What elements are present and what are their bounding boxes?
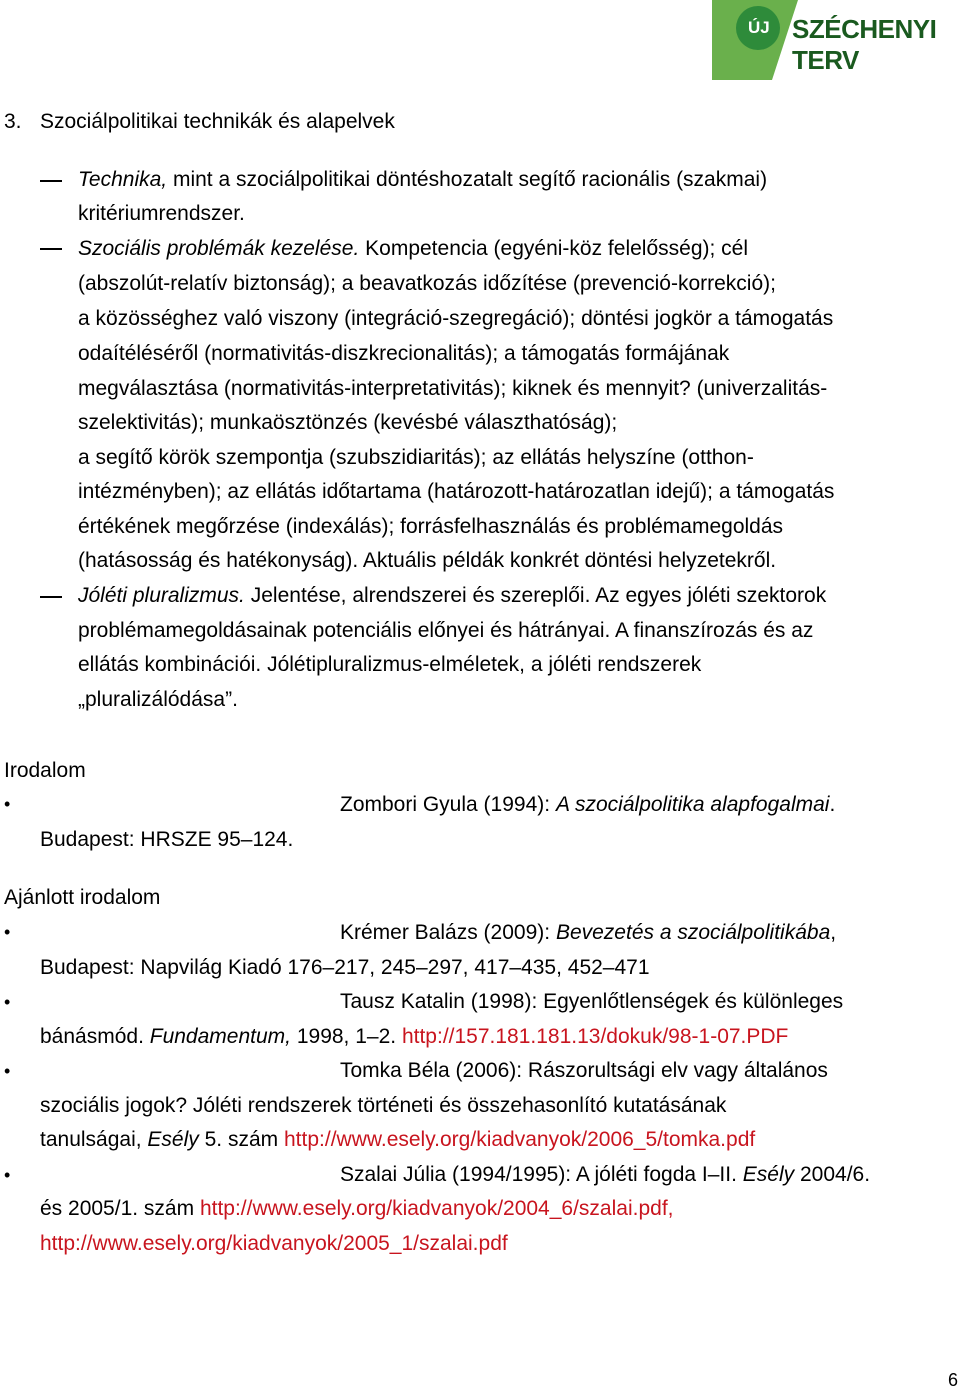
item-technika-text: mint a szociálpolitikai döntéshozatalt segítő racionális (szakmai) bbox=[172, 168, 768, 191]
ref-tausz-line1: Tausz Katalin (1998): Egyenlőtlenségek és különleges bbox=[340, 990, 844, 1013]
ref-szalai-line2: és 2005/1. szám http://www.esely.org/kiadvanyok/2004_6/szalai.pdf, bbox=[40, 1197, 674, 1220]
logo-uj-text: ÚJ bbox=[748, 18, 770, 37]
item-szoc-text: Kompetencia (egyéni-köz felelősség); cél bbox=[365, 237, 749, 260]
ref-kremer-title: Bevezetés a szociálpolitikába bbox=[555, 921, 831, 944]
ref-zombori-line1: Zombori Gyula (1994): A szociálpolitika alapfogalmai. bbox=[340, 793, 836, 816]
bullet-dot: • bbox=[4, 992, 11, 1012]
bullet-dot: • bbox=[4, 1165, 11, 1185]
item-jol-text: Jelentése, alrendszerei és szereplői. Az egyes jóléti szektorok bbox=[250, 584, 827, 607]
item-szoc-line5: megválasztása (normativitás-interpretativitás); kiknek és mennyit? (univerzalitás- bbox=[78, 377, 828, 400]
item-szoc-line6: szelektivitás); munkaösztönzés (kevésbé választhatóság); bbox=[78, 411, 618, 434]
ref-zombori-title: A szociálpolitika alapfogalmai bbox=[555, 793, 830, 816]
ref-zombori-line2: Budapest: HRSZE 95–124. bbox=[40, 828, 294, 851]
section-number: 3. bbox=[4, 110, 22, 133]
item-szoc-line1 bbox=[78, 236, 748, 262]
item-szoc-term: Szociális problémák kezelése. bbox=[78, 237, 360, 260]
item-szoc-line7: a segítő körök szempontja (szubszidiaritás); az ellátás helyszíne (otthon- bbox=[78, 446, 754, 469]
item-jol-line4: „pluralizálódása”. bbox=[78, 688, 238, 711]
item-szoc-line10: (hatásosság és hatékonyság). Aktuális példák konkrét döntési helyzetekről. bbox=[78, 549, 777, 572]
page-number: 6 bbox=[947, 1370, 958, 1390]
dash-bullet bbox=[40, 180, 62, 182]
ref-szalai-line1: Szalai Júlia (1994/1995): A jóléti fogda I–II. Esély 2004/6. bbox=[340, 1163, 871, 1186]
item-szoc-line2: (abszolút-relatív biztonság); a beavatkozás időzítése (prevenció-korrekció); bbox=[78, 272, 776, 295]
ref-tomka-line3: tanulságai, Esély 5. szám http://www.esely.org/kiadvanyok/2006_5/tomka.pdf bbox=[40, 1128, 756, 1151]
ref-tausz-journal: Fundamentum, bbox=[149, 1025, 291, 1048]
ref-szalai-link-2[interactable]: http://www.esely.org/kiadvanyok/2005_1/szalai.pdf bbox=[40, 1232, 508, 1255]
item-jol-line2: problémamegoldásainak potenciális előnyei és hátrányai. A finanszírozás és az bbox=[78, 619, 814, 642]
dash-bullet bbox=[40, 248, 62, 250]
szechenyi-terv-logo bbox=[712, 0, 960, 80]
ref-kremer-line1: Krémer Balázs (2009): Bevezetés a szociálpolitikába, bbox=[340, 921, 837, 944]
irodalom-heading: Irodalom bbox=[4, 759, 86, 782]
item-jol-line3: ellátás kombinációi. Jólétipluralizmus-elméletek, a jóléti rendszerek bbox=[78, 653, 702, 676]
ref-tomka-line1: Tomka Béla (2006): Rászorultsági elv vagy általános bbox=[340, 1059, 828, 1082]
section-title: Szociálpolitikai technikák és alapelvek bbox=[40, 110, 395, 133]
item-technika-term: Technika, bbox=[78, 168, 168, 191]
ref-szalai-link-1[interactable]: http://www.esely.org/kiadvanyok/2004_6/szalai.pdf, bbox=[199, 1197, 674, 1220]
dash-bullet bbox=[40, 596, 62, 598]
logo-title: SZÉCHENYI TERV bbox=[792, 14, 937, 75]
item-jol-term: Jóléti pluralizmus. bbox=[78, 584, 245, 607]
item-szoc-line8: intézményben); az ellátás időtartama (határozott-határozatlan idejű); a támogatás bbox=[78, 480, 835, 503]
item-szoc-line9: értékének megőrzése (indexálás); forrásfelhasználás és problémamegoldás bbox=[78, 515, 784, 538]
item-technika-line1 bbox=[78, 167, 767, 193]
ref-tausz-line2: bánásmód. Fundamentum, 1998, 1–2. http://157.181.181.13/dokuk/98-1-07.PDF bbox=[40, 1025, 789, 1048]
ref-tomka-journal: Esély bbox=[147, 1128, 199, 1151]
ref-kremer-line2: Budapest: Napvilág Kiadó 176–217, 245–297, 417–435, 452–471 bbox=[40, 956, 650, 979]
item-technika-line2: kritériumrendszer. bbox=[78, 202, 245, 225]
ref-tomka-link[interactable]: http://www.esely.org/kiadvanyok/2006_5/tomka.pdf bbox=[284, 1128, 756, 1151]
item-szoc-line4: odaítéléséről (normativitás-diszkrecionalitás); a támogatás formájának bbox=[78, 342, 730, 365]
ajanlott-heading: Ajánlott irodalom bbox=[4, 886, 161, 909]
ref-tausz-link[interactable]: http://157.181.181.13/dokuk/98-1-07.PDF bbox=[401, 1025, 789, 1048]
bullet-dot: • bbox=[4, 1061, 11, 1081]
bullet-dot: • bbox=[4, 794, 11, 814]
item-jol-line1 bbox=[78, 583, 826, 609]
ref-szalai-journal: Esély bbox=[742, 1163, 795, 1186]
item-szoc-line3: a közösséghez való viszony (integráció-szegregáció); döntési jogkör a támogatás bbox=[78, 307, 834, 330]
bullet-dot: • bbox=[4, 922, 11, 942]
ref-tomka-line2: szociális jogok? Jóléti rendszerek történeti és összehasonlító kutatásának bbox=[40, 1094, 727, 1117]
